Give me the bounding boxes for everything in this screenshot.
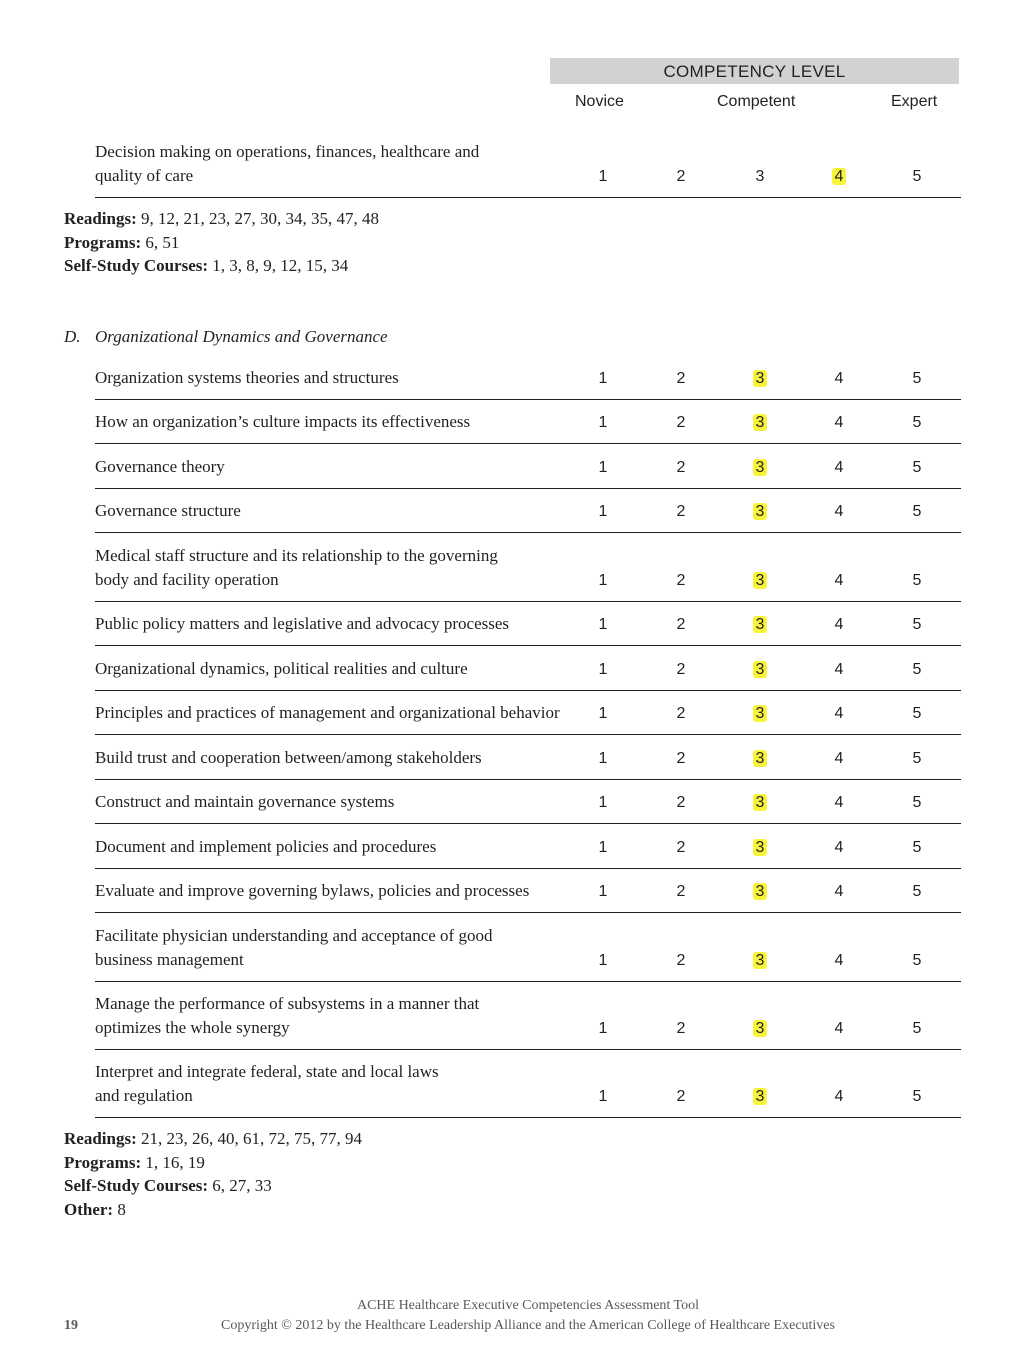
rating-value: 5 [912,705,922,722]
rating-option-2 [661,793,701,813]
rating-value: 5 [912,750,922,767]
reference-line [64,207,379,231]
rating-option-2 [661,458,701,478]
rating-value: 4 [834,661,844,678]
rating-value: 1 [598,661,608,678]
rating-value: 1 [598,503,608,520]
row-description: Document and implement policies and procedures [95,836,437,856]
rating-value: 3 [753,459,768,476]
rating-option-3-selected [740,882,780,902]
rating-value: 5 [912,370,922,387]
rating-option-3 [740,167,780,187]
rating-option-5 [897,838,937,858]
rating-option-4 [819,838,859,858]
rating-option-1 [583,882,623,902]
row-description: business management [95,949,244,969]
rating-value: 3 [753,503,768,520]
rating-option-3-selected [740,749,780,769]
rating-value: 2 [676,794,686,811]
row-description: Organization systems theories and structures [95,367,399,387]
rating-option-5 [897,749,937,769]
rating-option-4 [819,793,859,813]
section-row [95,1049,961,1118]
rating-value: 4 [834,1088,844,1105]
section-row [95,488,961,533]
rating-value: 5 [912,572,922,589]
rating-value: 5 [912,459,922,476]
rating-option-1 [583,502,623,522]
rating-option-2 [661,1019,701,1039]
rating-value: 3 [753,952,768,969]
row-description: optimizes the whole synergy [95,1017,290,1037]
rating-value: 4 [834,883,844,900]
rating-option-5 [897,660,937,680]
rating-option-2 [661,502,701,522]
rating-value: 3 [753,414,768,431]
rating-value: 5 [912,794,922,811]
rating-value: 1 [598,952,608,969]
row-description: Build trust and cooperation between/among stakeholders [95,747,482,767]
rating-option-2 [661,660,701,680]
rating-option-1 [583,571,623,591]
rating-option-5 [897,502,937,522]
rating-option-1 [583,413,623,433]
rating-value: 4 [834,503,844,520]
rating-option-5 [897,882,937,902]
rating-value: 4 [834,459,844,476]
rating-option-1 [583,704,623,724]
rating-option-5 [897,458,937,478]
rating-value: 2 [676,661,686,678]
rating-value: 5 [912,616,922,633]
rating-value: 4 [834,616,844,633]
section-title [64,325,388,348]
rating-value: 2 [676,705,686,722]
rating-value: 4 [834,414,844,431]
row-description: Construct and maintain governance systems [95,791,395,811]
row-description: Public policy matters and legislative and advocacy processes [95,613,510,633]
rating-option-4 [819,882,859,902]
rating-option-1 [583,838,623,858]
rating-option-2 [661,704,701,724]
rating-option-3-selected [740,502,780,522]
reference-line [64,254,348,278]
rating-option-5 [897,951,937,971]
rating-value: 3 [753,1020,768,1037]
section-name: Organizational Dynamics and Governance [95,327,388,346]
section-row [95,532,961,602]
rating-option-3-selected [740,793,780,813]
rating-option-4-selected [819,167,859,187]
reference-label: Readings: [64,209,137,228]
reference-label: Programs: [64,232,142,252]
section-row [95,823,961,869]
reference-values: 1, 3, 8, 9, 12, 15, 34 [208,256,349,275]
rating-option-2 [661,1087,701,1107]
rating-value: 5 [912,839,922,856]
rating-option-4 [819,749,859,769]
rating-option-5 [897,615,937,635]
rating-option-3-selected [740,369,780,389]
rating-value: 4 [834,750,844,767]
rating-option-2 [661,571,701,591]
rating-value: 3 [753,616,768,633]
rating-option-3-selected [740,660,780,680]
reference-values: 6, 27, 33 [208,1176,272,1195]
row-description: Medical staff structure and its relationship to the governing [95,546,498,565]
rating-value: 3 [753,883,768,900]
row-description: body and facility operation [95,569,279,589]
rating-option-3-selected [740,951,780,971]
rating-value: 5 [912,168,922,185]
reference-values: 6, 51 [141,232,180,252]
reference-values: 9, 12, 21, 23, 27, 30, 34, 35, 47, 48 [136,209,379,228]
rating-option-1 [583,660,623,680]
reference-label: Self-Study Courses: [64,256,209,275]
rating-value: 1 [598,572,608,589]
rating-value: 2 [676,883,686,900]
rating-option-4 [819,660,859,680]
rating-option-4 [819,458,859,478]
row-description: Governance theory [95,456,225,476]
rating-option-4 [819,704,859,724]
rating-value: 4 [832,168,847,185]
rating-value: 3 [755,168,765,185]
reference-label: Other: [64,1199,114,1219]
rating-option-3-selected [740,458,780,478]
rating-value: 2 [676,1088,686,1105]
rating-option-1 [583,1087,623,1107]
reference-line [64,1151,205,1175]
rating-value: 3 [753,572,768,589]
rating-value: 4 [834,572,844,589]
rating-option-2 [661,749,701,769]
rating-option-2 [661,369,701,389]
rating-value: 5 [912,661,922,678]
rating-option-5 [897,704,937,724]
level-label-novice: Novice [575,93,624,110]
rating-value: 3 [753,370,768,387]
row-description: Interpret and integrate federal, state and local laws [95,1062,439,1081]
reference-line [64,1198,126,1222]
section-row [95,690,961,735]
rating-value: 1 [598,794,608,811]
section-row [95,443,961,489]
page-number: 19 [64,1318,78,1333]
reference-values: 1, 16, 19 [141,1152,205,1172]
section-row [95,912,961,982]
rating-value: 1 [598,839,608,856]
row-description: Principles and practices of management and organizational behavior [95,702,560,722]
rating-value: 1 [598,616,608,633]
rating-value: 3 [753,705,768,722]
rating-value: 2 [676,952,686,969]
rating-option-1 [583,793,623,813]
rating-option-4 [819,369,859,389]
rating-option-2 [661,167,701,187]
section-row [95,399,961,444]
rating-value: 1 [598,705,608,722]
rating-value: 2 [676,572,686,589]
rating-option-1 [583,458,623,478]
competency-level-header: COMPETENCY LEVEL [550,58,959,84]
rating-value: 3 [753,661,768,678]
footer-title: ACHE Healthcare Executive Competencies Assessment Tool [356,1298,700,1313]
rating-value: 1 [598,750,608,767]
rating-option-4 [819,1019,859,1039]
rating-option-4 [819,502,859,522]
reference-values: 21, 23, 26, 40, 61, 72, 75, 77, 94 [136,1129,362,1148]
level-label-expert: Expert [891,93,938,110]
rating-value: 2 [676,168,686,185]
section-row [95,601,961,646]
rating-option-2 [661,413,701,433]
rating-value: 5 [912,1020,922,1037]
rating-option-3-selected [740,1087,780,1107]
rating-option-1 [583,1019,623,1039]
rating-option-4 [819,1087,859,1107]
rating-value: 3 [753,1088,768,1105]
section-row [95,355,961,400]
rating-option-2 [661,882,701,902]
level-label-competent: Competent [717,93,796,110]
rating-value: 1 [598,370,608,387]
rating-value: 5 [912,952,922,969]
rating-option-5 [897,1087,937,1107]
rating-option-4 [819,413,859,433]
section-row [95,645,961,691]
rating-value: 2 [676,503,686,520]
rating-option-4 [819,951,859,971]
row-description: Facilitate physician understanding and acceptance of good [95,926,493,945]
rating-option-3-selected [740,838,780,858]
rating-option-1 [583,167,623,187]
rating-value: 1 [598,883,608,900]
rating-option-5 [897,1019,937,1039]
rating-value: 3 [753,839,768,856]
reference-values: 8 [113,1199,126,1219]
reference-label: Self-Study Courses: [64,1176,209,1195]
row-description: Evaluate and improve governing bylaws, policies and processes [95,880,530,900]
rating-value: 4 [834,705,844,722]
rating-value: 1 [598,414,608,431]
rating-value: 5 [912,414,922,431]
rating-option-5 [897,571,937,591]
rating-value: 1 [598,168,608,185]
section-row [95,734,961,780]
row-description: Manage the performance of subsystems in a manner that [95,994,480,1013]
rating-value: 4 [834,370,844,387]
rating-value: 2 [676,414,686,431]
rating-value: 2 [676,839,686,856]
rating-value: 5 [912,883,922,900]
rating-value: 5 [912,503,922,520]
section-row [95,981,961,1050]
rating-option-5 [897,167,937,187]
rating-value: 1 [598,1088,608,1105]
rating-value: 2 [676,616,686,633]
reference-line [64,231,179,255]
rating-option-4 [819,615,859,635]
rating-value: 2 [676,1020,686,1037]
rating-option-3-selected [740,571,780,591]
rating-option-4 [819,571,859,591]
rating-value: 2 [676,459,686,476]
section-row [95,868,961,913]
reference-line [64,1127,362,1151]
rating-value: 1 [598,459,608,476]
rating-option-5 [897,369,937,389]
row-description: How an organization’s culture impacts its effectiveness [95,411,471,431]
rating-option-5 [897,413,937,433]
rating-value: 4 [834,839,844,856]
row-description: Decision making on operations, finances, healthcare and [95,142,480,161]
rating-option-1 [583,951,623,971]
rating-option-2 [661,838,701,858]
row-description: and regulation [95,1085,193,1105]
rating-value: 2 [676,750,686,767]
rating-value: 4 [834,1020,844,1037]
reference-label: Programs: [64,1152,142,1172]
rating-option-3-selected [740,413,780,433]
rating-option-5 [897,793,937,813]
top-row [95,138,961,198]
rating-option-3-selected [740,704,780,724]
rating-option-2 [661,615,701,635]
rating-value: 3 [753,750,768,767]
rating-option-1 [583,369,623,389]
footer-copyright: Copyright © 2012 by the Healthcare Leadership Alliance and the American College of Healthcare Executives [221,1318,835,1333]
section-row [95,779,961,824]
row-description: Governance structure [95,500,241,520]
rating-option-1 [583,615,623,635]
rating-value: 2 [676,370,686,387]
row-description: Organizational dynamics, political realities and culture [95,658,468,678]
rating-value: 4 [834,952,844,969]
rating-option-2 [661,951,701,971]
rating-option-1 [583,749,623,769]
rating-value: 4 [834,794,844,811]
section-letter: D. [64,327,81,346]
rating-value: 3 [753,794,768,811]
rating-value: 5 [912,1088,922,1105]
reference-line [64,1174,272,1198]
rating-option-3-selected [740,1019,780,1039]
rating-value: 1 [598,1020,608,1037]
reference-label: Readings: [64,1129,137,1148]
rating-option-3-selected [740,615,780,635]
row-description: quality of care [95,165,194,185]
